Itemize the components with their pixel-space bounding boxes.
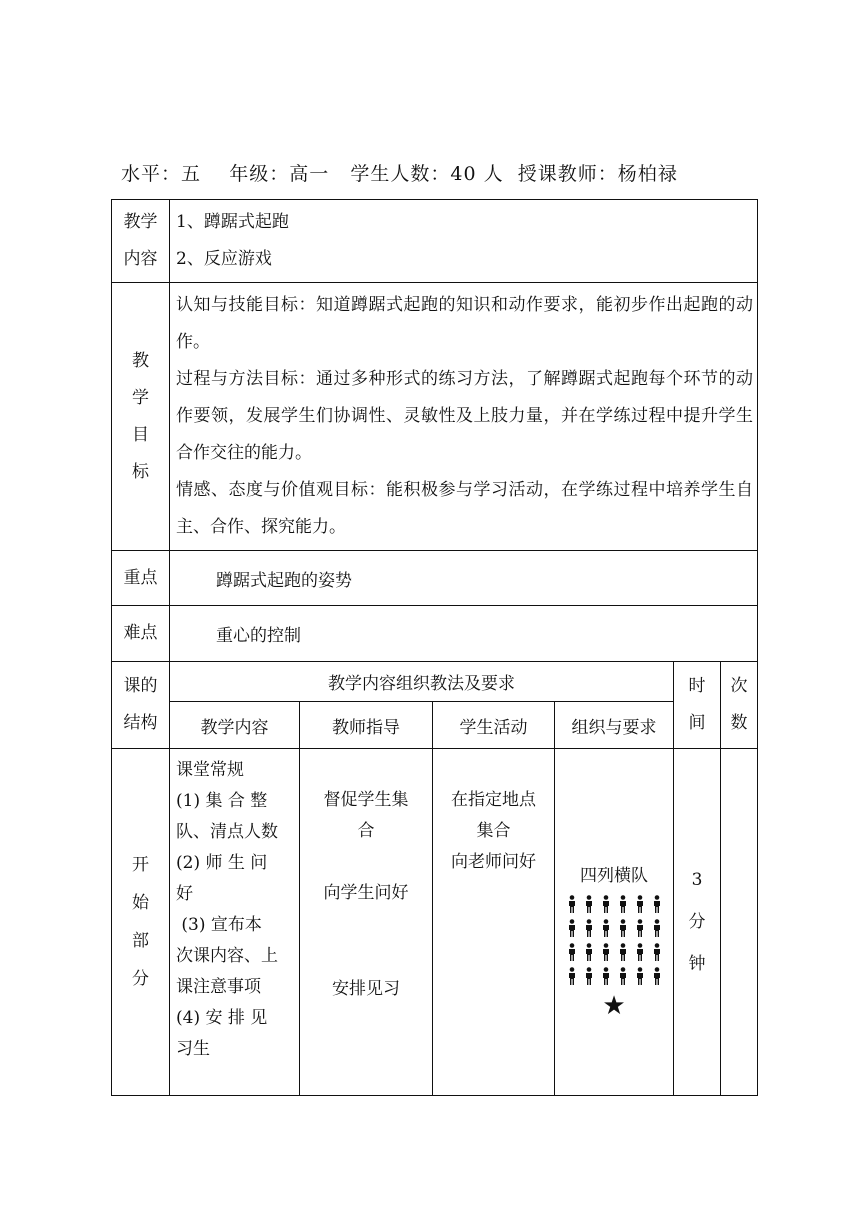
opening-student: 在指定地点 集合 向老师问好 (433, 749, 555, 1096)
student-figure-icon (602, 919, 610, 937)
goal-process: 过程与方法目标：通过多种形式的练习方法，了解蹲踞式起跑每个环节的动作要领，发展学生们协调性、灵敏性及上肢力量，并在学练过程中提升学生合作交往的能力。 (176, 369, 754, 463)
opening-row (112, 749, 758, 1096)
student-figure-icon (653, 967, 661, 985)
content-line: 课注意事项 (176, 977, 261, 997)
content-label: 教学 内容 (112, 200, 170, 283)
content-item: 2、反应游戏 (176, 249, 272, 269)
student-figure-icon (636, 967, 644, 985)
student-figure-icon (602, 943, 610, 961)
student-figure-icon (585, 919, 593, 937)
teacher-label: 授课教师： (517, 163, 618, 185)
content-line: 课堂常规 (176, 760, 244, 780)
col-student: 学生活动 (433, 702, 555, 749)
content-line: (4) 安 排 见 (176, 1008, 268, 1028)
lesson-info-header (121, 157, 761, 191)
goal-cognitive: 认知与技能目标：知道蹲踞式起跑的知识和动作要求，能初步作出起跑的动作。 (176, 295, 754, 352)
opening-time: 3 分 钟 (674, 749, 721, 1096)
teacher-star-icon: ★ (602, 991, 626, 1021)
student-figure-icon (568, 919, 576, 937)
difficulty-value: 重心的控制 (170, 606, 758, 662)
structure-subheader-row (112, 702, 758, 749)
key-point-label: 重点 (112, 551, 170, 606)
content-line: (3) 宣布本 (176, 915, 262, 935)
student-figure-icon (568, 967, 576, 985)
student-figure-icon (619, 943, 627, 961)
level-value: 五 (181, 163, 202, 185)
content-item: 1、蹲踞式起跑 (176, 212, 289, 232)
grade-value: 高一 (289, 163, 330, 185)
content-row (112, 200, 758, 283)
student-figure-icon (602, 895, 610, 913)
content-line: (1) 集 合 整 (176, 791, 268, 811)
content-line: 次课内容、上 (176, 946, 278, 966)
col-content: 教学内容 (170, 702, 300, 749)
student-figure-icon (636, 895, 644, 913)
formation-grid (555, 895, 673, 985)
structure-header-row (112, 662, 758, 702)
grade-label: 年级： (229, 163, 290, 185)
student-figure-icon (585, 943, 593, 961)
col-time: 时 间 (674, 662, 721, 749)
difficulty-label: 难点 (112, 606, 170, 662)
student-figure-icon (653, 919, 661, 937)
col-org: 组织与要求 (555, 702, 674, 749)
key-point-row (112, 551, 758, 606)
student-figure-icon (602, 967, 610, 985)
col-count: 次 数 (721, 662, 758, 749)
opening-organization (555, 749, 674, 1096)
student-figure-icon (636, 919, 644, 937)
difficulty-row (112, 606, 758, 662)
student-figure-icon (619, 967, 627, 985)
lesson-plan-table (111, 199, 758, 1096)
student-figure-icon (653, 895, 661, 913)
student-figure-icon (619, 919, 627, 937)
opening-content (170, 749, 300, 1096)
student-figure-icon (568, 895, 576, 913)
students-value: 40 人 (450, 163, 504, 185)
content-line: 队、清点人数 (176, 822, 278, 842)
student-figure-icon (568, 943, 576, 961)
goal-affective: 情感、态度与价值观目标：能积极参与学习活动，在学练过程中培养学生自主、合作、探究能力。 (176, 480, 754, 537)
org-title: 四列横队 (580, 866, 648, 886)
student-figure-icon (585, 967, 593, 985)
content-items (170, 200, 758, 283)
student-figure-icon (636, 943, 644, 961)
goals-label: 教 学 目 标 (112, 283, 170, 551)
opening-label: 开 始 部 分 (112, 749, 170, 1096)
student-figure-icon (653, 943, 661, 961)
student-figure-icon (619, 895, 627, 913)
students-label: 学生人数： (350, 163, 451, 185)
teacher-value: 杨柏禄 (617, 163, 678, 185)
content-line: (2) 师 生 问 (176, 853, 268, 873)
content-line: 习生 (176, 1039, 210, 1059)
opening-count (721, 749, 758, 1096)
student-figure-icon (585, 895, 593, 913)
structure-label: 课的 结构 (112, 662, 170, 749)
group-title: 教学内容组织教法及要求 (170, 662, 674, 702)
goals-row (112, 283, 758, 551)
content-line: 好 (176, 884, 193, 904)
col-teacher: 教师指导 (300, 702, 433, 749)
key-point-value: 蹲踞式起跑的姿势 (170, 551, 758, 606)
level-label: 水平： (121, 163, 182, 185)
goals-text (170, 283, 758, 551)
opening-teacher: 督促学生集 合 向学生问好 安排见习 (300, 749, 433, 1096)
